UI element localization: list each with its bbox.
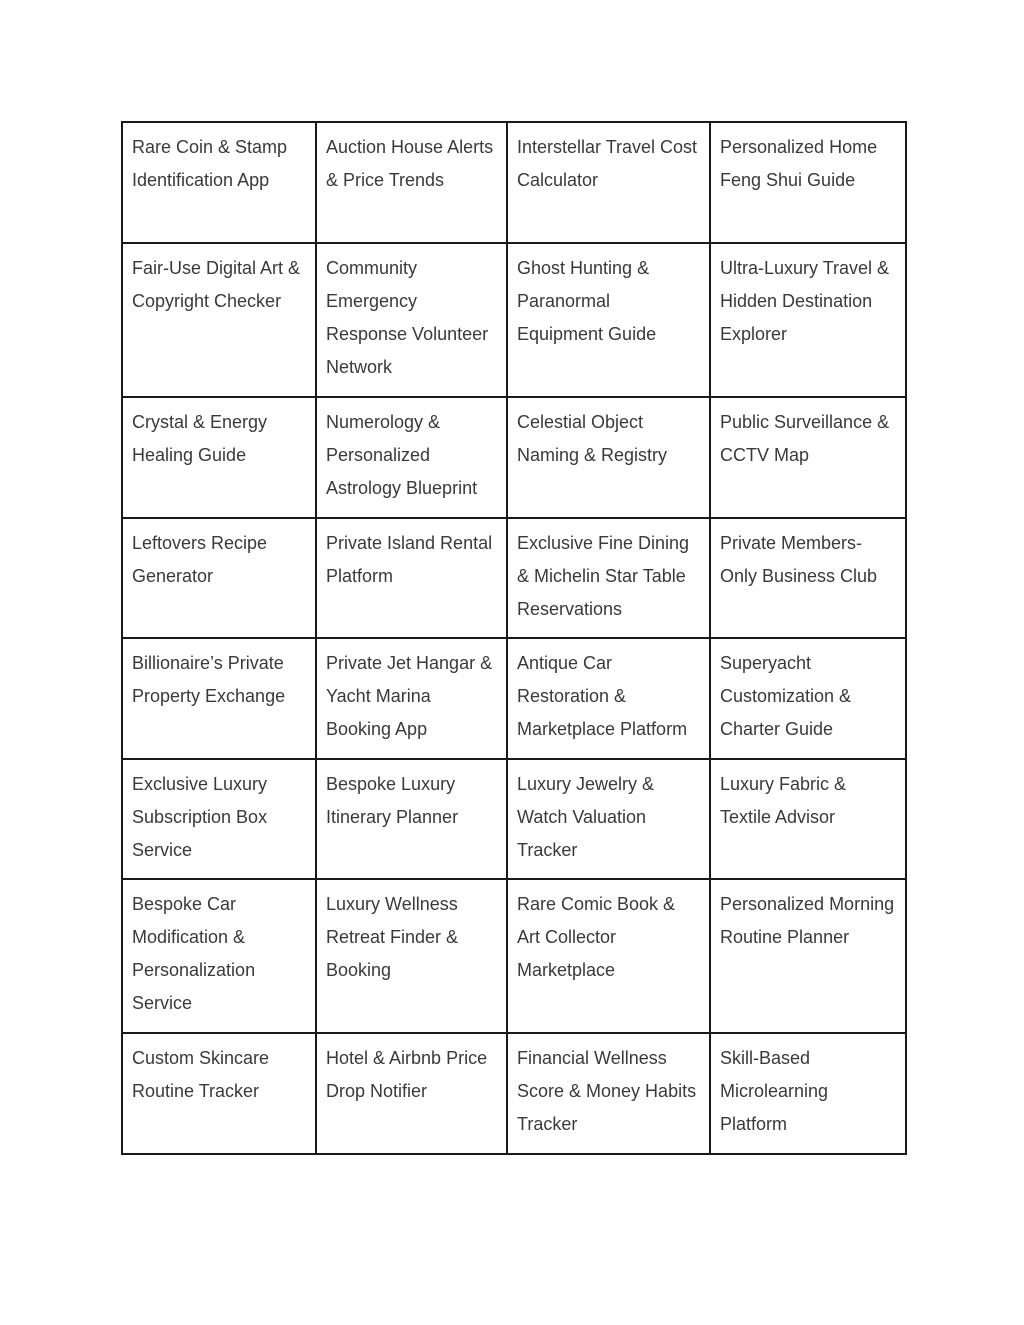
table-row <box>122 879 906 1033</box>
table-cell: Ghost Hunting & Paranormal Equipment Guide <box>507 243 710 397</box>
table-cell: Custom Skincare Routine Tracker <box>122 1033 316 1154</box>
table-cell: Bespoke Luxury Itinerary Planner <box>316 759 507 879</box>
table-cell: Rare Comic Book & Art Collector Marketplace <box>507 879 710 1033</box>
table-cell: Ultra-Luxury Travel & Hidden Destination Explorer <box>710 243 906 397</box>
table-cell: Personalized Home Feng Shui Guide <box>710 122 906 243</box>
table-cell: Private Island Rental Platform <box>316 518 507 638</box>
table-cell: Exclusive Luxury Subscription Box Service <box>122 759 316 879</box>
table-cell: Billionaire’s Private Property Exchange <box>122 638 316 759</box>
table-cell: Luxury Wellness Retreat Finder & Booking <box>316 879 507 1033</box>
table-cell: Private Jet Hangar & Yacht Marina Booking App <box>316 638 507 759</box>
table-cell: Leftovers Recipe Generator <box>122 518 316 638</box>
ideas-table <box>121 121 907 1155</box>
table-cell: Luxury Fabric & Textile Advisor <box>710 759 906 879</box>
table-cell: Superyacht Customization & Charter Guide <box>710 638 906 759</box>
table-cell: Luxury Jewelry & Watch Valuation Tracker <box>507 759 710 879</box>
table-cell: Antique Car Restoration & Marketplace Platform <box>507 638 710 759</box>
table-cell: Personalized Morning Routine Planner <box>710 879 906 1033</box>
table-cell: Financial Wellness Score & Money Habits Tracker <box>507 1033 710 1154</box>
table-row <box>122 638 906 759</box>
table-cell: Exclusive Fine Dining & Michelin Star Table Reservations <box>507 518 710 638</box>
table-cell: Fair-Use Digital Art & Copyright Checker <box>122 243 316 397</box>
table-cell: Celestial Object Naming & Registry <box>507 397 710 518</box>
table-cell: Bespoke Car Modification & Personalization Service <box>122 879 316 1033</box>
table-cell: Interstellar Travel Cost Calculator <box>507 122 710 243</box>
table-cell: Community Emergency Response Volunteer Network <box>316 243 507 397</box>
table-cell: Auction House Alerts & Price Trends <box>316 122 507 243</box>
table-cell: Hotel & Airbnb Price Drop Notifier <box>316 1033 507 1154</box>
table-row <box>122 122 906 243</box>
table-cell: Skill-Based Microlearning Platform <box>710 1033 906 1154</box>
table-cell: Numerology & Personalized Astrology Blueprint <box>316 397 507 518</box>
table-row <box>122 1033 906 1154</box>
table-cell: Crystal & Energy Healing Guide <box>122 397 316 518</box>
table-row <box>122 397 906 518</box>
table-row <box>122 518 906 638</box>
table-row <box>122 243 906 397</box>
table-row <box>122 759 906 879</box>
table-cell: Private Members-Only Business Club <box>710 518 906 638</box>
table-cell: Rare Coin & Stamp Identification App <box>122 122 316 243</box>
table-cell: Public Surveillance & CCTV Map <box>710 397 906 518</box>
